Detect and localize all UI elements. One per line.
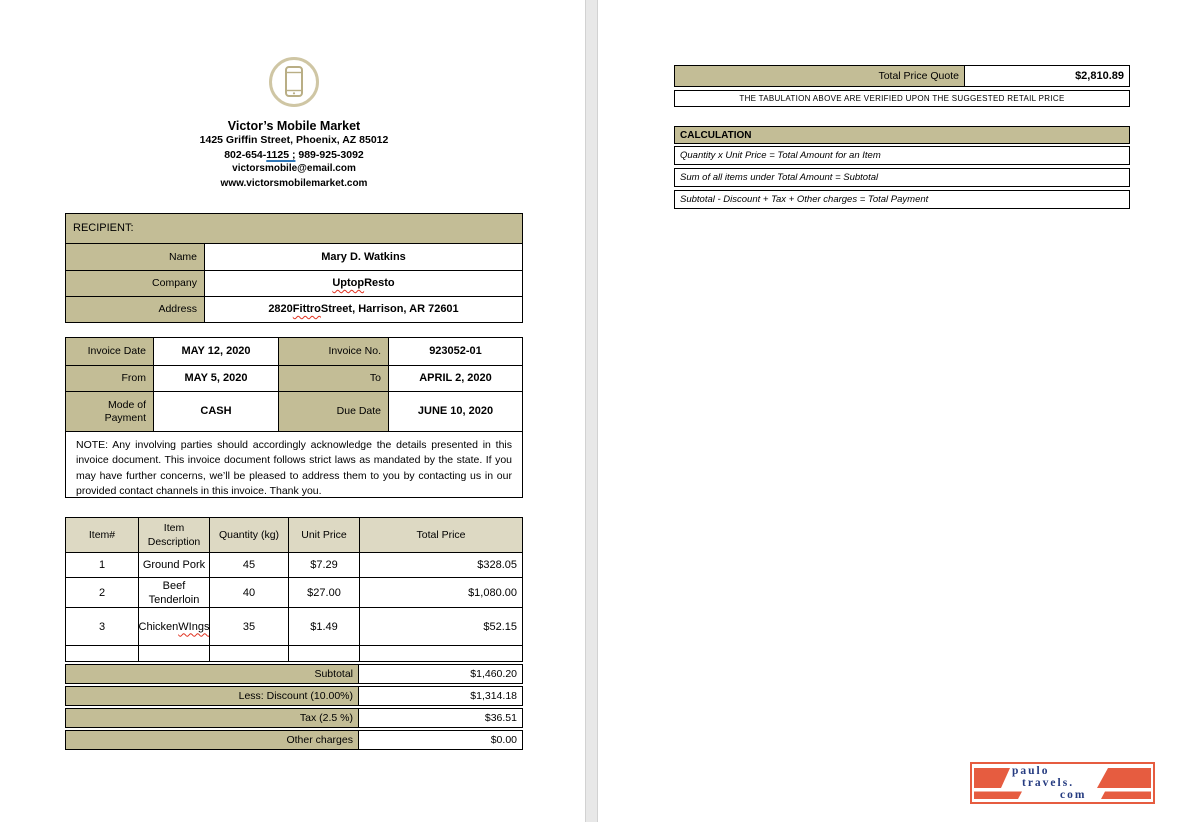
invoice-date-label: Invoice Date	[66, 338, 153, 365]
tax-row	[65, 708, 523, 728]
discount-row	[65, 686, 523, 706]
calc-rule: Sum of all items under Total Amount = Subtotal	[674, 168, 1130, 187]
company-name: Victor’s Mobile Market	[227, 119, 361, 133]
table-row	[66, 552, 522, 577]
company-email: victorsmobile@email.com	[232, 163, 356, 174]
misspelled-word: Fittro	[292, 303, 321, 315]
table-row	[66, 338, 522, 365]
from-value: MAY 5, 2020	[153, 366, 278, 391]
item-unit-price: $7.29	[288, 553, 359, 577]
item-total: $1,080.00	[359, 578, 522, 607]
item-desc: Beef Tenderloin	[138, 578, 209, 607]
name-value: Mary D. Watkins	[204, 244, 522, 270]
payment-mode-label: Mode of Payment	[66, 392, 153, 431]
address-value-rest: Street, Harrison, AR 72601	[320, 303, 459, 315]
item-total: $52.15	[359, 608, 522, 645]
item-unit-price: $1.49	[288, 608, 359, 645]
table-row	[66, 243, 522, 270]
item-desc: Ground Pork	[138, 553, 209, 577]
recipient-table	[65, 213, 523, 323]
recipient-title: RECIPIENT:	[66, 214, 522, 243]
discount-label: Less: Discount (10.00%)	[66, 687, 359, 705]
address-value-pre: 2820	[268, 303, 293, 315]
items-header-row	[66, 518, 522, 552]
items-table	[65, 517, 523, 662]
col-item-num: Item#	[66, 518, 138, 552]
payment-mode-value: CASH	[153, 392, 278, 431]
table-row	[66, 365, 522, 391]
phone-prefix: 802-654-	[224, 148, 267, 161]
item-num: 1	[98, 559, 106, 571]
phone-icon	[268, 56, 320, 108]
invoice-note: NOTE: Any involving parties should accordingly acknowledge the details presented in this invoice document. This invoice document follows strict laws as mandated by the state. If you may have further concerns, we’ll be pleased to address them to you by contacting us in our provided contact channels in this invoice. Thank you.	[65, 431, 523, 498]
other-charges-label: Other charges	[66, 731, 359, 749]
letterhead	[65, 56, 523, 191]
subtotal-label: Subtotal	[66, 665, 359, 683]
page-divider	[585, 0, 598, 822]
col-unit-price: Unit Price	[288, 518, 359, 552]
logo-line-1: paulo	[1012, 765, 1050, 777]
discount-value: $1,314.18	[359, 687, 522, 705]
logo-line-3: com	[1060, 789, 1087, 801]
phone-suffix: 989-925-3092	[295, 148, 364, 161]
item-qty: 40	[209, 578, 288, 607]
calc-rule: Subtotal - Discount + Tax + Other charges = Total Payment	[674, 190, 1130, 209]
subtotal-value: $1,460.20	[359, 665, 522, 683]
item-qty: 35	[209, 608, 288, 645]
company-value	[204, 271, 522, 296]
company-address: 1425 Griffin Street, Phoenix, AZ 85012	[199, 134, 389, 146]
logo-line-2: travels.	[1022, 777, 1075, 789]
invoice-no-label: Invoice No.	[278, 338, 388, 365]
name-label: Name	[66, 244, 204, 270]
table-row	[66, 391, 522, 431]
col-item-description: Item Description	[138, 518, 209, 552]
misspelled-word: Uptop	[332, 277, 365, 289]
misspelled-word: WIngs	[178, 620, 210, 633]
other-charges-value: $0.00	[359, 731, 522, 749]
table-row	[66, 270, 522, 296]
empty-row	[66, 645, 522, 661]
subtotal-row	[65, 664, 523, 684]
tax-value: $36.51	[359, 709, 522, 727]
invoice-no-value: 923052-01	[388, 338, 522, 365]
item-total: $328.05	[359, 553, 522, 577]
item-desc-pre: Chicken	[138, 620, 179, 633]
recipient-header-row	[66, 214, 522, 243]
address-value	[204, 297, 522, 322]
invoice-details-table	[65, 337, 523, 432]
company-website: www.victorsmobilemarket.com	[220, 177, 368, 189]
item-desc	[138, 608, 209, 645]
quote-label: Total Price Quote	[675, 66, 965, 86]
company-label: Company	[66, 271, 204, 296]
calculation-title: CALCULATION	[674, 126, 1130, 144]
calc-rule: Quantity x Unit Price = Total Amount for an Item	[674, 146, 1130, 165]
address-label: Address	[66, 297, 204, 322]
company-phone	[65, 148, 523, 163]
to-value: APRIL 2, 2020	[388, 366, 522, 391]
table-row	[66, 577, 522, 607]
verification-note: THE TABULATION ABOVE ARE VERIFIED UPON THE SUGGESTED RETAIL PRICE	[674, 90, 1130, 107]
item-num: 2	[98, 586, 106, 599]
other-charges-row	[65, 730, 523, 750]
table-row	[66, 607, 522, 645]
total-price-quote-row	[674, 65, 1130, 87]
table-row	[66, 296, 522, 322]
from-label: From	[66, 366, 153, 391]
to-label: To	[278, 366, 388, 391]
quote-page	[598, 0, 1186, 822]
paulo-travels-logo	[970, 762, 1155, 804]
item-qty: 45	[209, 553, 288, 577]
item-unit-price: $27.00	[288, 578, 359, 607]
phone-link[interactable]: 1125 ;	[266, 148, 296, 161]
invoice-page	[0, 0, 585, 822]
tax-label: Tax (2.5 %)	[66, 709, 359, 727]
invoice-date-value: MAY 12, 2020	[153, 338, 278, 365]
col-total-price: Total Price	[359, 518, 522, 552]
company-value-rest: Resto	[364, 277, 395, 289]
item-num: 3	[98, 620, 106, 633]
quote-value: $2,810.89	[1075, 70, 1124, 82]
due-date-value: JUNE 10, 2020	[388, 392, 522, 431]
due-date-label: Due Date	[278, 392, 388, 431]
col-quantity: Quantity (kg)	[209, 518, 288, 552]
logo-text	[970, 765, 1155, 801]
